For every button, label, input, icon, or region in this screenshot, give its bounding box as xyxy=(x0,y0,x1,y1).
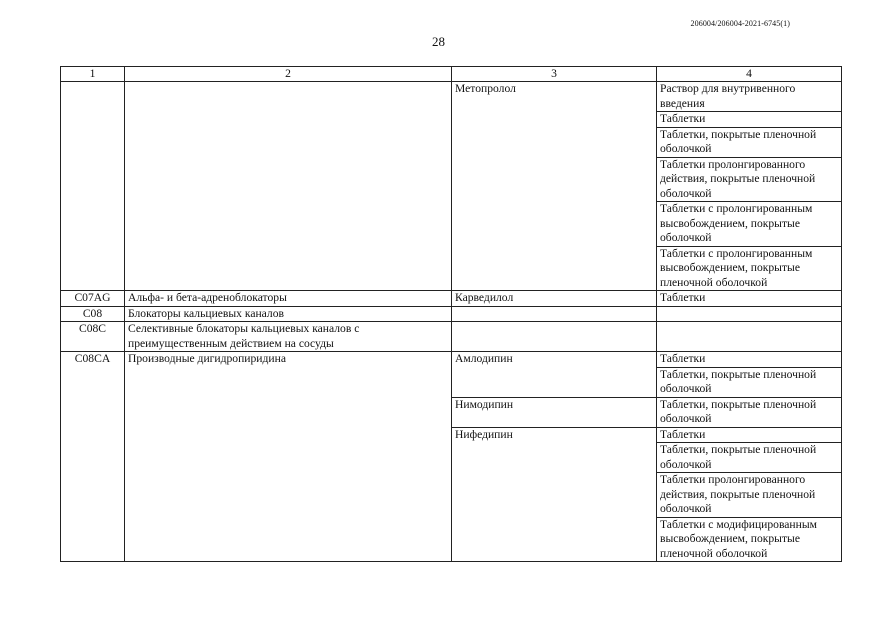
atc-code-cell: C07AG xyxy=(61,291,125,307)
table-row xyxy=(61,82,842,291)
drug-cell: Нифедипин xyxy=(452,427,657,562)
table-row xyxy=(61,352,842,398)
atc-code-cell: C08 xyxy=(61,306,125,322)
dosage-form: Таблетки пролонгированного действия, покрытые пленочной оболочкой xyxy=(657,472,841,517)
group-cell: Производные дигидропиридина xyxy=(125,352,452,562)
group-cell: Блокаторы кальциевых каналов xyxy=(125,306,452,322)
dosage-form: Таблетки, покрытые пленочной оболочкой xyxy=(657,367,841,397)
atc-code-cell xyxy=(61,82,125,291)
drug-cell: Амлодипин xyxy=(452,352,657,398)
drug-cell: Карведилол xyxy=(452,291,657,307)
dosage-forms-cell xyxy=(657,322,842,352)
dosage-form: Таблетки с пролонгированным высвобождением, покрытые пленочной оболочкой xyxy=(657,246,841,291)
dosage-form: Таблетки xyxy=(657,111,841,127)
column-header: 2 xyxy=(125,67,452,82)
drug-cell: Нимодипин xyxy=(452,397,657,427)
dosage-form: Таблетки с модифицированным высвобождением, покрытые пленочной оболочкой xyxy=(657,517,841,562)
group-cell: Селективные блокаторы кальциевых каналов с преимущественным действием на сосуды xyxy=(125,322,452,352)
column-header: 4 xyxy=(657,67,842,82)
group-cell xyxy=(125,82,452,291)
table-header-row xyxy=(61,67,842,82)
dosage-form: Таблетки с пролонгированным высвобождением, покрытые оболочкой xyxy=(657,201,841,246)
column-header: 3 xyxy=(452,67,657,82)
dosage-forms-cell xyxy=(657,82,842,291)
drug-cell xyxy=(452,306,657,322)
column-header: 1 xyxy=(61,67,125,82)
dosage-forms-cell xyxy=(657,306,842,322)
dosage-form: Раствор для внутривенного введения xyxy=(660,82,796,110)
dosage-forms-cell xyxy=(657,427,842,562)
drug-cell: Метопролол xyxy=(452,82,657,291)
dosage-form: Таблетки, покрытые пленочной оболочкой xyxy=(660,397,817,425)
drug-cell xyxy=(452,322,657,352)
table-row xyxy=(61,322,842,352)
group-cell: Альфа- и бета-адреноблокаторы xyxy=(125,291,452,307)
dosage-form: Таблетки xyxy=(660,352,706,365)
dosage-form: Таблетки, покрытые пленочной оболочкой xyxy=(657,127,841,157)
atc-code-cell: C08CA xyxy=(61,352,125,562)
dosage-forms-cell xyxy=(657,352,842,398)
table-row xyxy=(61,306,842,322)
table-row xyxy=(61,291,842,307)
dosage-form: Таблетки xyxy=(660,427,706,441)
page-number: 28 xyxy=(432,34,445,49)
dosage-forms-cell xyxy=(657,397,842,427)
dosage-form: Таблетки, покрытые пленочной оболочкой xyxy=(657,442,841,472)
dosage-form: Таблетки пролонгированного действия, покрытые пленочной оболочкой xyxy=(657,157,841,202)
drug-table xyxy=(60,66,842,562)
atc-code-cell: C08C xyxy=(61,322,125,352)
dosage-form: Таблетки xyxy=(657,291,842,307)
document-id: 206004/206004-2021-6745(1) xyxy=(690,19,790,28)
